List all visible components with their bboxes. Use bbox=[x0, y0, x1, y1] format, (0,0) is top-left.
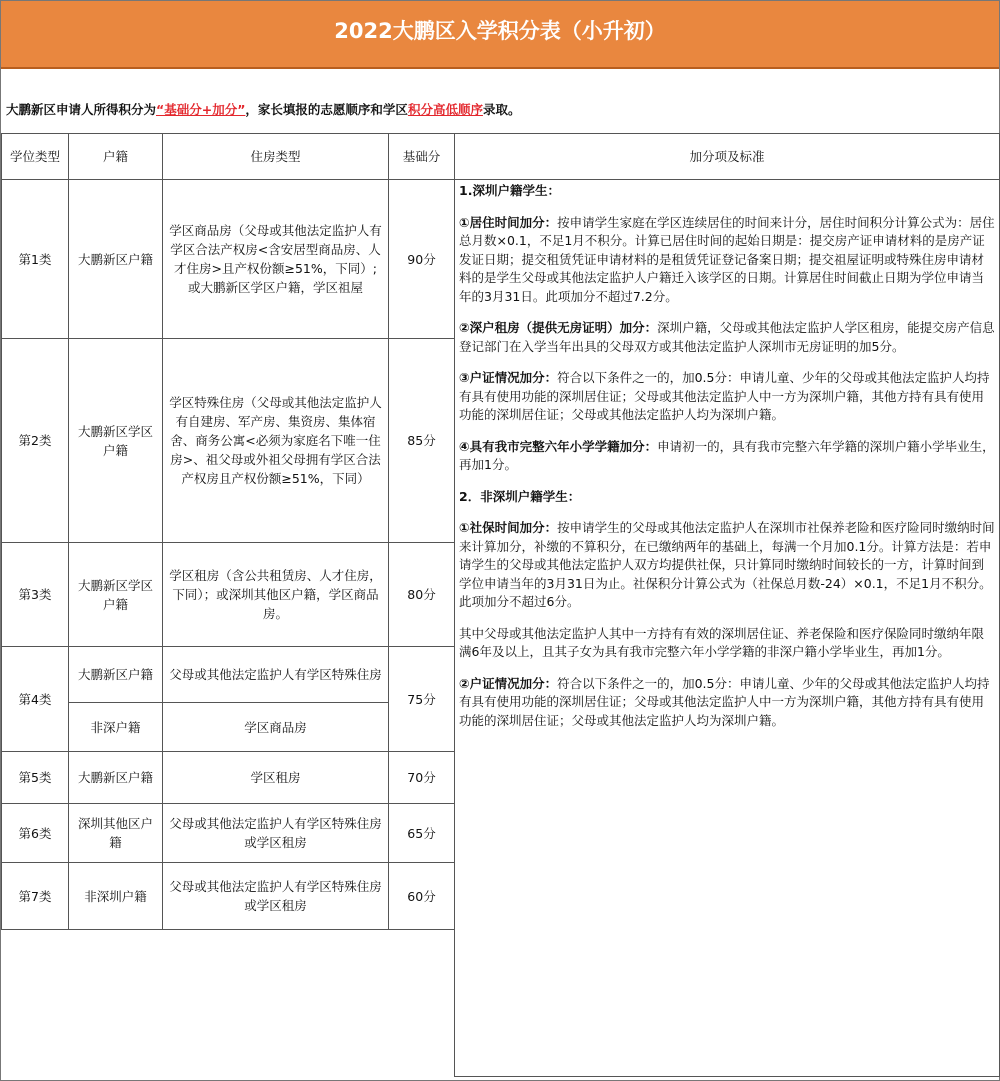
bonus-section-title: 1.深圳户籍学生： bbox=[459, 183, 560, 198]
cell-huji: 非深户籍 bbox=[69, 703, 163, 752]
cell-huji: 大鹏新区学区户籍 bbox=[69, 543, 163, 647]
bonus-item-title: ①社保时间加分： bbox=[459, 520, 558, 535]
bonus-item bbox=[459, 675, 995, 731]
subtitle-text: 录取。 bbox=[482, 102, 521, 117]
cell-housing: 学区特殊住房（父母或其他法定监护人有自建房、军产房、集资房、集体宿舍、商务公寓<必须为家庭名下唯一住房>、祖父母或外祖父母拥有学区合法产权房且产权份额≥51%，下同） bbox=[163, 339, 389, 543]
cell-huji: 大鹏新区户籍 bbox=[69, 180, 163, 339]
bonus-section-title: 2．非深圳户籍学生： bbox=[459, 488, 581, 504]
cell-type: 第2类 bbox=[2, 339, 69, 543]
subtitle-text: 大鹏新区申请人所得积分为 bbox=[6, 102, 157, 117]
bonus-item-title: ②深户租房（提供无房证明）加分： bbox=[459, 320, 658, 335]
cell-score: 70分 bbox=[389, 752, 455, 804]
bonus-item bbox=[459, 438, 995, 475]
bonus-item bbox=[459, 519, 995, 612]
cell-housing: 学区商品房 bbox=[163, 703, 389, 752]
bonus-item-title: ②户证情况加分： bbox=[459, 675, 558, 691]
cell-type: 第1类 bbox=[2, 180, 69, 339]
cell-type: 第5类 bbox=[2, 752, 69, 804]
cell-huji: 大鹏新区户籍 bbox=[69, 647, 163, 703]
cell-housing: 学区商品房（父母或其他法定监护人有学区合法产权房<含安居型商品房、人才住房>且产权份额≥51%，下同）;或大鹏新区学区户籍，学区祖屋 bbox=[163, 180, 389, 339]
header-housing: 住房类型 bbox=[163, 134, 389, 180]
bonus-item bbox=[459, 369, 995, 425]
subtitle-highlight-order: 积分高低顺序 bbox=[407, 102, 483, 117]
cell-type: 第4类 bbox=[2, 647, 69, 752]
score-table bbox=[1, 133, 1000, 1077]
bonus-item-body: 申请初一的，具有我市完整六年学籍的深圳户籍小学毕业生，再加1分。 bbox=[459, 438, 995, 472]
header-type: 学位类型 bbox=[2, 134, 69, 180]
subtitle-text: ，家长填报的志愿顺序和学区 bbox=[245, 102, 408, 117]
cell-huji: 深圳其他区户籍 bbox=[69, 804, 163, 863]
cell-housing: 父母或其他法定监护人有学区特殊住房或学区租房 bbox=[163, 863, 389, 930]
cell-housing: 父母或其他法定监护人有学区特殊住房 bbox=[163, 647, 389, 703]
table-header-row bbox=[2, 134, 1000, 180]
cell-housing: 学区租房（含公共租赁房、人才住房，下同）；或深圳其他区户籍，学区商品房。 bbox=[163, 543, 389, 647]
cell-type: 第3类 bbox=[2, 543, 69, 647]
header-huji: 户籍 bbox=[69, 134, 163, 180]
bonus-item bbox=[459, 319, 995, 356]
bonus-item-body: 深圳户籍，父母或其他法定监护人学区租房，能提交房产信息登记部门在入学当年出具的父母双方或其他法定监护人深圳市无房证明的加5分。 bbox=[459, 320, 995, 354]
bonus-note: 其中父母或其他法定监护人其中一方持有有效的深圳居住证、养老保险和医疗保险同时缴纳年限满6年及以上，且其子女为具有我市完整六年小学学籍的非深户籍小学毕业生，再加1分。 bbox=[459, 625, 985, 659]
bonus-item-body: 按申请学生的父母或其他法定监护人在深圳市社保养老险和医疗险同时缴纳时间来计算加分，补缴的不算积分，在已缴纳两年的基础上，每满一个月加0.1分。计算方法是：若申请学生的父母或其他法定监护人双方均提供社保，只计算同时缴纳时间较长的一方，计算时间到学位申请当年的3月31日为止。社保积分计算公式为（社保总月数-24）×0.1，不足1月不积分。此项加分不超过6分。 bbox=[459, 520, 995, 609]
cell-huji: 大鹏新区学区户籍 bbox=[69, 339, 163, 543]
bonus-item-body: 符合以下条件之一的，加0.5分：申请儿童、少年的父母或其他法定监护人均持有具有使用功能的深圳居住证；父母或其他法定监护人中一方为深圳户籍，其他方持有具有使用功能的深圳居住证；父母或其他法定监护人均为深圳户籍。 bbox=[459, 370, 990, 422]
bonus-item-title: ④具有我市完整六年小学学籍加分： bbox=[459, 438, 658, 454]
cell-type: 第6类 bbox=[2, 804, 69, 863]
cell-score: 80分 bbox=[389, 543, 455, 647]
bonus-item bbox=[459, 214, 995, 307]
bonus-item-title: ①居住时间加分： bbox=[459, 214, 558, 230]
bonus-item-body: 按申请学生家庭在学区连续居住的时间来计分，居住时间积分计算公式为：居住总月数×0.1，不足1月不积分。计算已居住时间的起始日期是：提交房产证申请材料的是房产证发证日期；提交租赁凭证申请材料的是租赁凭证登记备案日期；提交祖屋证明或特殊住房申请材料的是学生父母或其他法定监护人户籍迁入该学区的日期。计算居住时间截止日期为学位申请当年的3月31日。此项加分不超过7.2分。 bbox=[459, 214, 995, 304]
bonus-item-body: 符合以下条件之一的，加0.5分：申请儿童、少年的父母或其他法定监护人均持有具有使用功能的深圳居住证；父母或其他法定监护人中一方为深圳户籍，其他方持有具有使用功能的深圳居住证；父母或其他法定监护人均为深圳户籍。 bbox=[459, 675, 990, 728]
header-base-score: 基础分 bbox=[389, 134, 455, 180]
cell-huji: 非深圳户籍 bbox=[69, 863, 163, 930]
header-bonus: 加分项及标准 bbox=[455, 134, 1000, 180]
subtitle-highlight-formula: “基础分+加分” bbox=[156, 102, 246, 117]
empty-cell bbox=[2, 930, 455, 1077]
table-row bbox=[2, 180, 1000, 339]
page-title: 2022大鹏区入学积分表（小升初） bbox=[1, 1, 999, 69]
cell-housing: 学区租房 bbox=[163, 752, 389, 804]
bonus-standards bbox=[455, 180, 1000, 1077]
cell-score: 85分 bbox=[389, 339, 455, 543]
bonus-item-title: ③户证情况加分： bbox=[459, 370, 558, 385]
cell-score: 90分 bbox=[389, 180, 455, 339]
cell-score: 60分 bbox=[389, 863, 455, 930]
cell-type: 第7类 bbox=[2, 863, 69, 930]
cell-score: 65分 bbox=[389, 804, 455, 863]
cell-housing: 父母或其他法定监护人有学区特殊住房或学区租房 bbox=[163, 804, 389, 863]
cell-huji: 大鹏新区户籍 bbox=[69, 752, 163, 804]
cell-score: 75分 bbox=[389, 647, 455, 752]
subtitle bbox=[1, 67, 999, 133]
